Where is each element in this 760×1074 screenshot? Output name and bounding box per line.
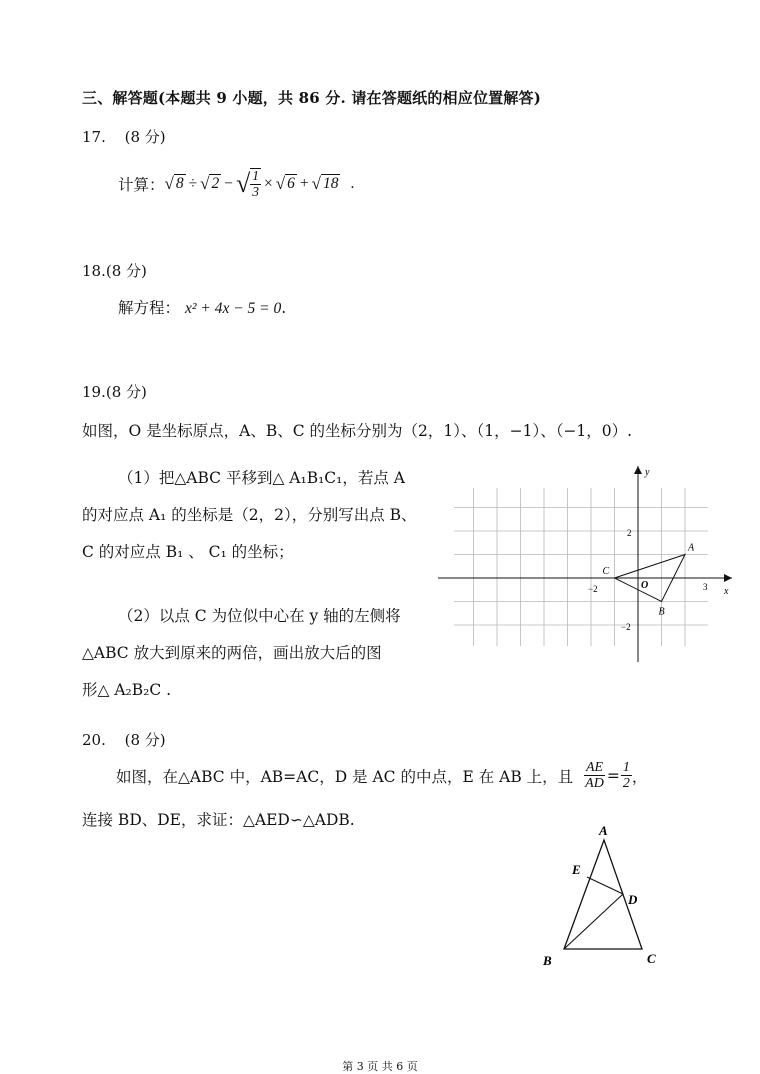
q20-triangle-figure <box>530 822 680 972</box>
y-axis-arrow <box>634 466 642 474</box>
point-label-a: A <box>688 542 695 554</box>
q20-header <box>82 729 166 750</box>
y-axis-label: y <box>645 467 650 478</box>
x-axis-arrow <box>724 574 732 582</box>
q19-intro: 如图，O 是坐标原点，A、B、C 的坐标分别为（2，1）、（1，−1）、（−1，0）. <box>82 422 633 440</box>
q18-header <box>82 260 147 281</box>
label-d: D <box>628 892 638 907</box>
q20-line2: 连接 BD、DE，求证：△AED∽△ADB. <box>82 811 355 829</box>
section-title: 三、解答题(本题共 9 小题，共 86 分. 请在答题纸的相应位置解答) <box>82 89 542 107</box>
q19-part2 <box>82 598 427 709</box>
q19-coordinate-grid <box>436 462 746 672</box>
q20-frac-ae-ad: $\frac{AE}{AD}$ <box>585 760 604 792</box>
q18-score: (8 分) <box>105 262 147 280</box>
q19-score: (8 分) <box>105 383 147 401</box>
label-b: B <box>543 953 552 968</box>
q20-number: 20. <box>82 731 106 749</box>
grid-lines <box>454 488 708 646</box>
q19-part2-line3: 形△ A₂B₂C . <box>82 681 172 699</box>
q18-prompt: 解方程： <box>118 299 181 317</box>
q19-part1 <box>82 460 427 571</box>
q20-frac-half: $\frac{1}{2}$ <box>622 760 630 792</box>
q19-part2-line2: △ABC 放大到原来的两倍，画出放大后的图 <box>82 644 382 662</box>
tick-2-y: 2 <box>627 528 632 538</box>
tick-3-x: 3 <box>703 582 708 592</box>
label-a: A <box>599 823 608 838</box>
x-axis-label: x <box>724 586 729 597</box>
q18-equation: x² + 4x − 5 = 0 <box>184 300 282 317</box>
q20-line1-text: 如图，在△ABC 中，AB=AC，D 是 AC 的中点，E 在 AB 上，且 <box>116 767 574 786</box>
tick-neg2-x: −2 <box>588 584 598 594</box>
q20-score: (8 分) <box>124 731 166 749</box>
q19-part2-line1: （2）以点 C 为位似中心在 y 轴的左侧将 <box>118 607 401 625</box>
page-footer: 第 3 页 共 6 页 <box>342 1060 418 1073</box>
tick-neg2-y: −2 <box>621 622 631 632</box>
origin-label: O <box>641 580 649 591</box>
q18-equation-line: 解方程： x² + 4x − 5 = 0. <box>118 299 287 317</box>
q17-header <box>82 126 166 147</box>
q17-sqrt-18: 18 <box>322 175 339 193</box>
q19-part1-line1: （1）把△ABC 平移到△ A₁B₁C₁，若点 A <box>118 469 405 487</box>
q19-header <box>82 381 147 402</box>
q17-expression: 计算： √ 8 ÷ √ 2 − √ $\frac{1}{3}$ × √ 6 + √ 18 . <box>118 168 355 199</box>
point-label-b: B <box>658 606 665 618</box>
q17-sqrt-6: 6 <box>287 175 295 193</box>
label-e: E <box>572 862 581 877</box>
q17-sqrt-8: 8 <box>175 175 184 193</box>
q18-number: 18. <box>82 262 106 280</box>
q17-frac-1-3: $\frac{1}{3}$ <box>252 168 259 199</box>
q19-part1-line3: C 的对应点 B₁ 、 C₁ 的坐标； <box>82 543 294 561</box>
q19-number: 19. <box>82 383 106 401</box>
q17-score: (8 分) <box>124 128 166 146</box>
point-label-c: C <box>602 566 610 577</box>
q17-sqrt-2: 2 <box>211 175 220 193</box>
q17-number: 17. <box>82 128 106 146</box>
segment-bd <box>564 894 623 949</box>
label-c: C <box>647 951 656 966</box>
q20-line1: 如图，在△ABC 中，AB=AC，D 是 AC 的中点，E 在 AB 上，且 $\frac{AE}{AD}$ = $\frac{1}{2}$ ， <box>116 760 648 792</box>
q19-part1-line2: 的对应点 A₁ 的坐标是（2，2），分别写出点 B、 <box>82 506 417 524</box>
q17-prompt: 计算： <box>118 175 165 194</box>
